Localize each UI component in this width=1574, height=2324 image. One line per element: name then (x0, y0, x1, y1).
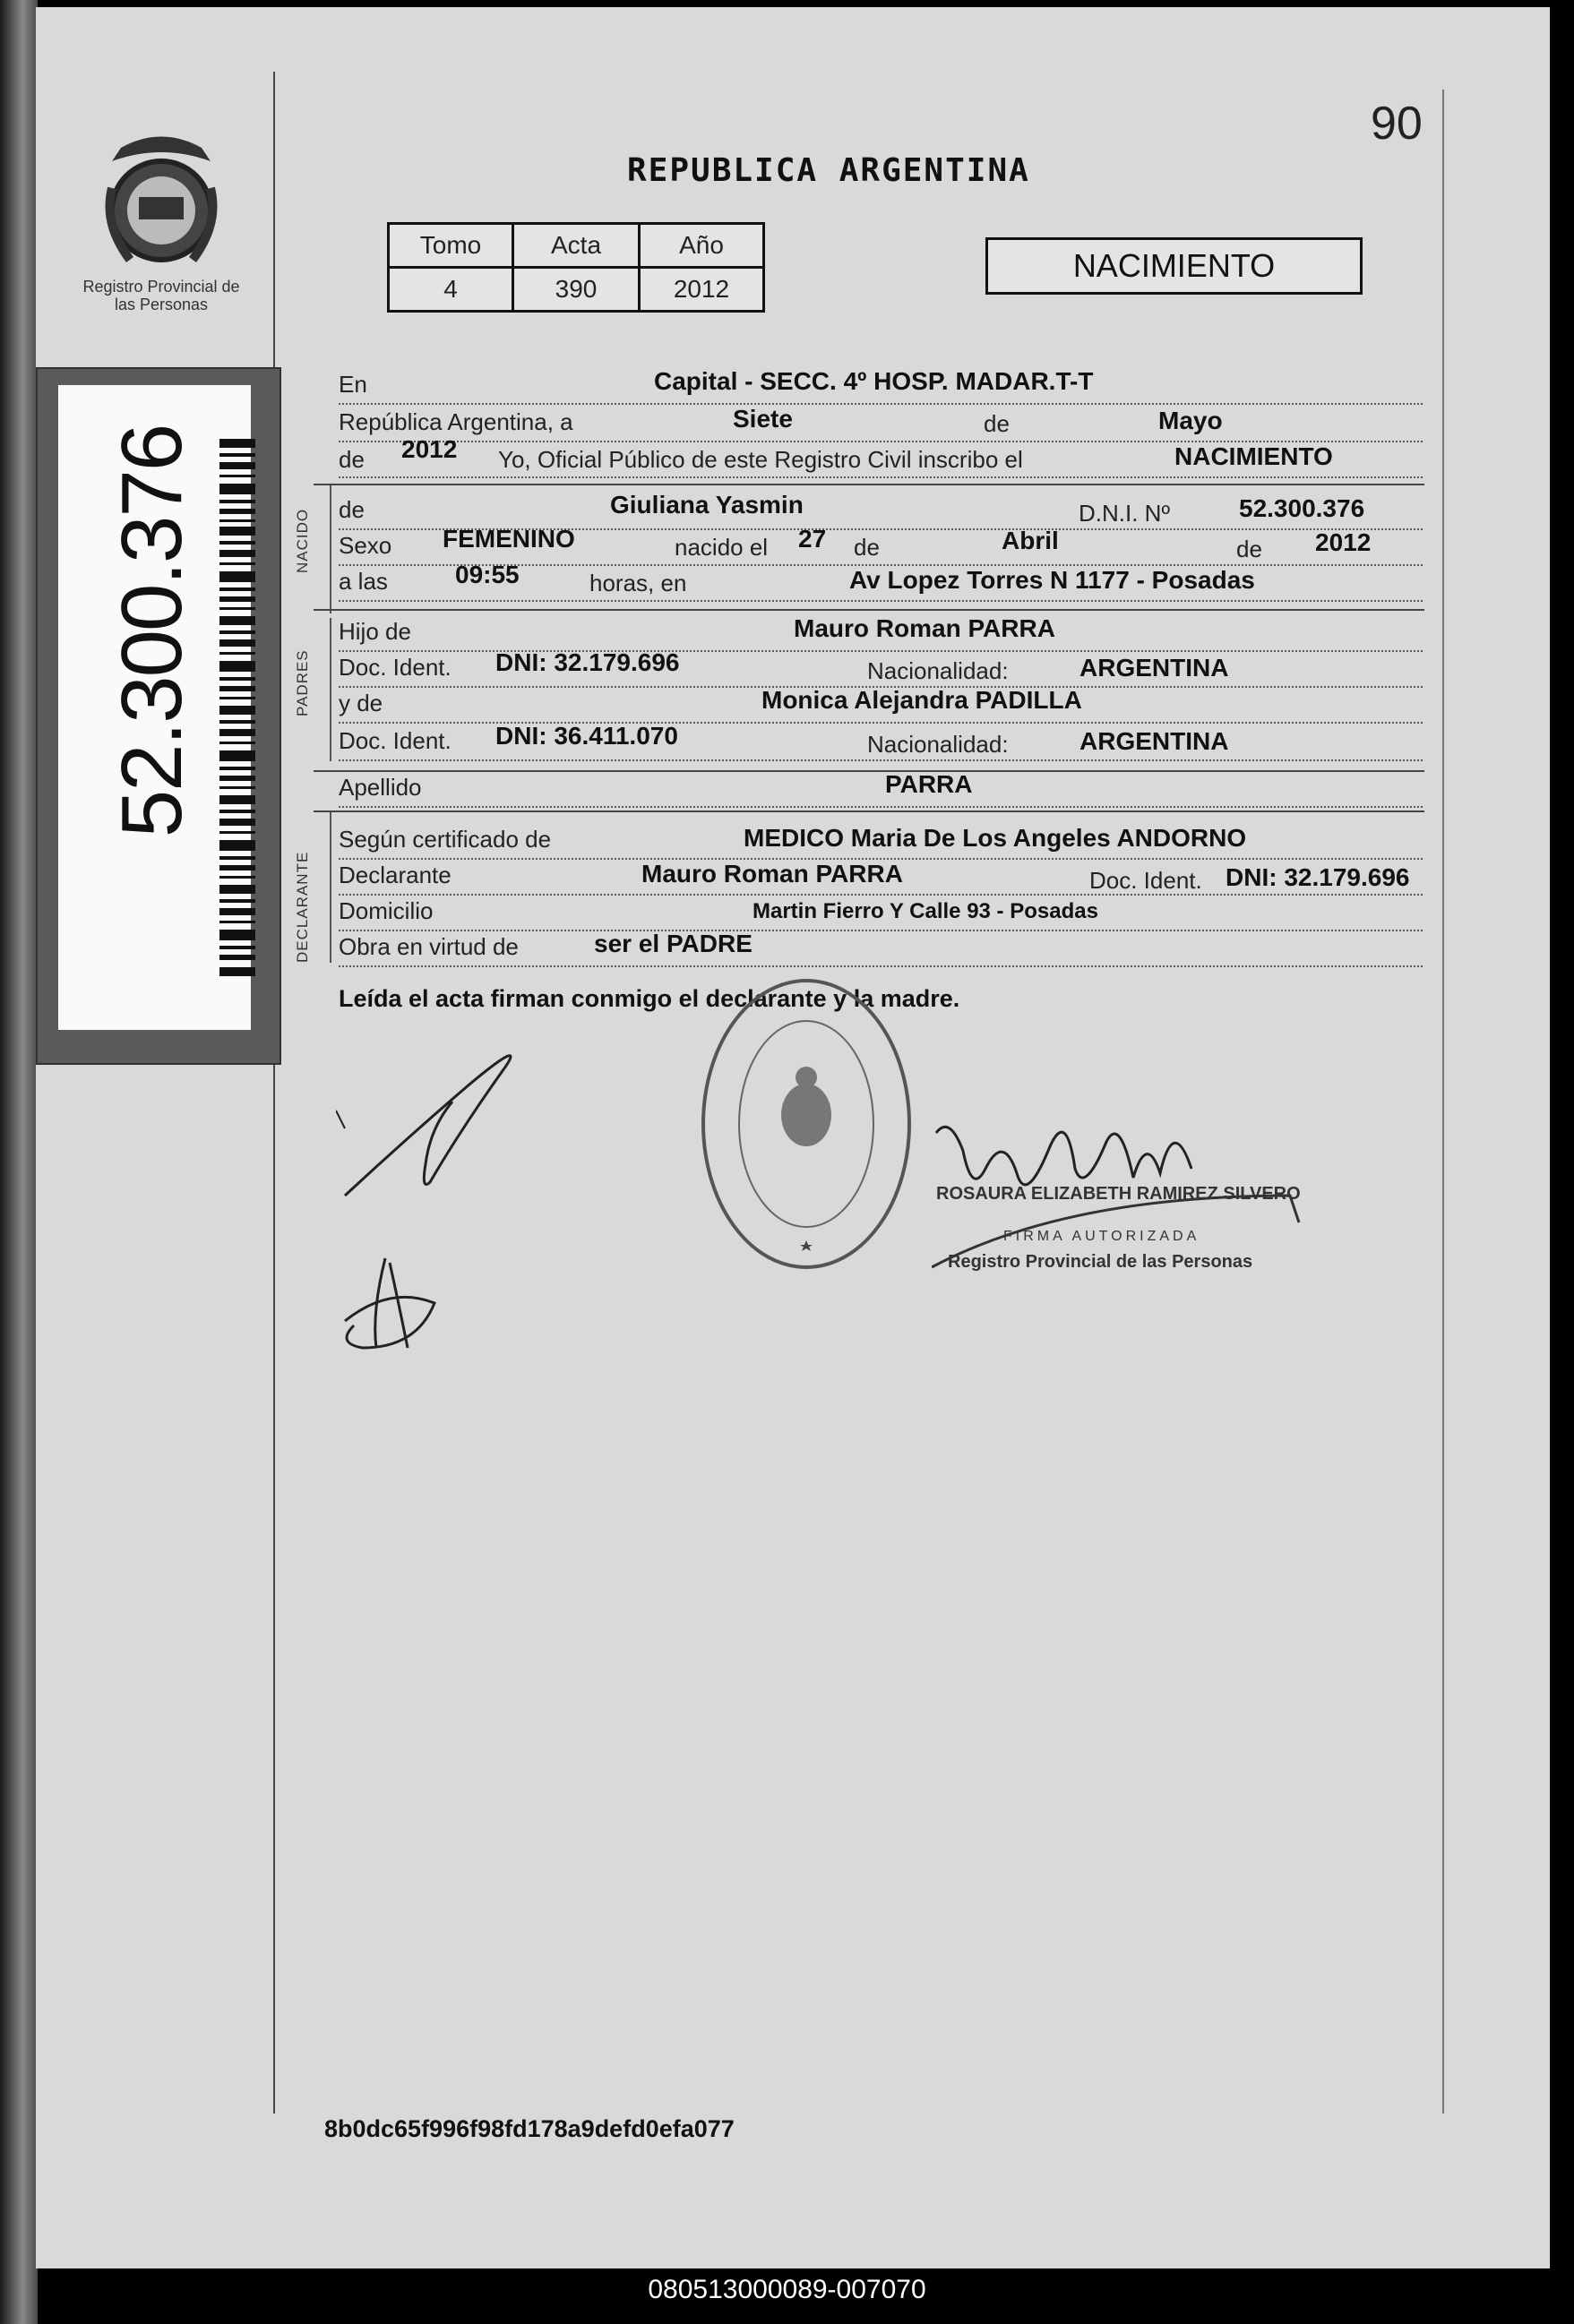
document-hash: 8b0dc65f996f98fd178a9defd0efa077 (324, 2115, 735, 2142)
official-registry: Registro Provincial de las Personas (948, 1252, 1253, 1272)
label-y-de: y de (339, 690, 383, 716)
row-fecha (339, 405, 1423, 442)
value-certificado: MEDICO Maria De Los Angeles ANDORNO (744, 824, 1247, 852)
value-dni: 52.300.376 (1239, 494, 1365, 522)
row-lugar (339, 367, 1423, 405)
footer-id: 080513000089-007070 (648, 2275, 926, 2304)
document-title: REPUBLICA ARGENTINA (627, 152, 1030, 189)
declarante-vline (330, 810, 331, 963)
value-tomo: 4 (389, 268, 513, 312)
value-dia-nac: 27 (798, 525, 827, 553)
official-name: ROSAURA ELIZABETH RAMIREZ SILVERO (936, 1184, 1301, 1204)
section-nacido: NACIDO (294, 508, 311, 573)
section-declarante: DECLARANTE (294, 851, 311, 963)
provincial-seal-logo (94, 125, 228, 273)
value-hora: 09:55 (455, 561, 520, 588)
value-padre-nac: ARGENTINA (1079, 654, 1229, 682)
header-tomo: Tomo (389, 224, 513, 268)
logo-caption: Registro Provincial de las Personas (82, 278, 240, 313)
label-de-anio: de (1236, 536, 1262, 562)
value-dia: Siete (733, 405, 793, 433)
separator-1 (314, 484, 1424, 485)
value-padre: Mauro Roman PARRA (794, 614, 1055, 642)
closing-statement: Leída el acta firman conmigo el declarante y la madre. (339, 985, 960, 1012)
value-sexo: FEMENINO (443, 525, 575, 553)
label-doc-ident3: Doc. Ident. (1089, 867, 1202, 894)
signature-declarante (336, 1030, 533, 1209)
right-margin-line (1442, 90, 1444, 2114)
row-hora (339, 561, 1423, 602)
row-padre-doc (339, 650, 1423, 688)
value-apellido: PARRA (885, 770, 973, 798)
row-declarante (339, 858, 1423, 896)
label-de-mes: de (854, 534, 880, 561)
padres-vline (330, 618, 331, 761)
official-stamp (694, 972, 918, 1276)
value-declarante: Mauro Roman PARRA (641, 860, 903, 888)
label-yo: Yo, Oficial Público de este Registro Civil inscribo el (498, 446, 1023, 473)
row-madre-doc (339, 724, 1423, 761)
row-inscripcion (339, 435, 1423, 478)
value-madre: Monica Alejandra PADILLA (761, 686, 1082, 714)
value-mes: Mayo (1158, 407, 1223, 434)
page-number: 90 (1371, 98, 1423, 150)
value-lugar: Capital - SECC. 4º HOSP. MADAR.T-T (654, 367, 1094, 395)
label-horas-en: horas, en (589, 570, 687, 596)
separator-4 (314, 810, 1424, 812)
value-anio-nac: 2012 (1315, 528, 1372, 556)
act-type-box: NACIMIENTO (985, 237, 1363, 295)
value-anio: 2012 (401, 435, 458, 463)
row-certificado (339, 822, 1423, 860)
label-dni: D.N.I. Nº (1079, 500, 1170, 527)
value-madre-doc: DNI: 36.411.070 (495, 722, 678, 750)
barcode-number: 52.300.376 (104, 424, 200, 838)
row-apellido (339, 770, 1423, 808)
label-nacionalidad2: Nacionalidad: (867, 731, 1009, 758)
label-obra: Obra en virtud de (339, 933, 519, 960)
label-nacionalidad: Nacionalidad: (867, 657, 1009, 684)
label-declarante: Declarante (339, 862, 452, 888)
row-madre (339, 686, 1423, 724)
value-mes-nac: Abril (1002, 527, 1059, 554)
value-acta: 390 (513, 268, 640, 312)
barcode-sticker (58, 385, 251, 1030)
section-padres: PADRES (294, 649, 311, 716)
book-spine (0, 0, 38, 2324)
label-domicilio: Domicilio (339, 897, 434, 924)
row-padre (339, 614, 1423, 652)
label-de2: de (339, 446, 365, 473)
label-apellido: Apellido (339, 774, 422, 801)
label-de3: de (339, 496, 365, 523)
official-firma: FIRMA AUTORIZADA (1003, 1229, 1200, 1244)
value-obra: ser el PADRE (594, 930, 753, 957)
label-sexo: Sexo (339, 532, 392, 559)
label-doc-ident2: Doc. Ident. (339, 727, 452, 754)
row-domicilio (339, 894, 1423, 931)
value-inscripcion: NACIMIENTO (1174, 442, 1333, 470)
label-en: En (339, 371, 367, 398)
header-anio: Año (640, 224, 764, 268)
label-republica: República Argentina, a (339, 408, 573, 435)
label-hijo-de: Hijo de (339, 618, 411, 645)
registry-table (387, 222, 765, 313)
label-nacido-el: nacido el (675, 534, 769, 561)
label-de: de (984, 410, 1010, 437)
header-acta: Acta (513, 224, 640, 268)
barcode-bars (219, 439, 255, 976)
separator-2 (314, 609, 1424, 611)
value-nombre: Giuliana Yasmin (610, 491, 804, 519)
value-madre-nac: ARGENTINA (1079, 727, 1229, 755)
nacido-vline (330, 484, 331, 613)
value-domicilio: Martin Fierro Y Calle 93 - Posadas (753, 899, 1098, 923)
row-obra (339, 930, 1423, 967)
value-lugar-nac: Av Lopez Torres N 1177 - Posadas (849, 566, 1255, 594)
label-a-las: a las (339, 568, 388, 595)
value-anio: 2012 (640, 268, 764, 312)
value-declarante-doc: DNI: 32.179.696 (1226, 863, 1410, 891)
label-segun: Según certificado de (339, 826, 552, 853)
signature-madre (336, 1249, 443, 1366)
label-doc-ident: Doc. Ident. (339, 654, 452, 681)
value-padre-doc: DNI: 32.179.696 (495, 648, 680, 676)
